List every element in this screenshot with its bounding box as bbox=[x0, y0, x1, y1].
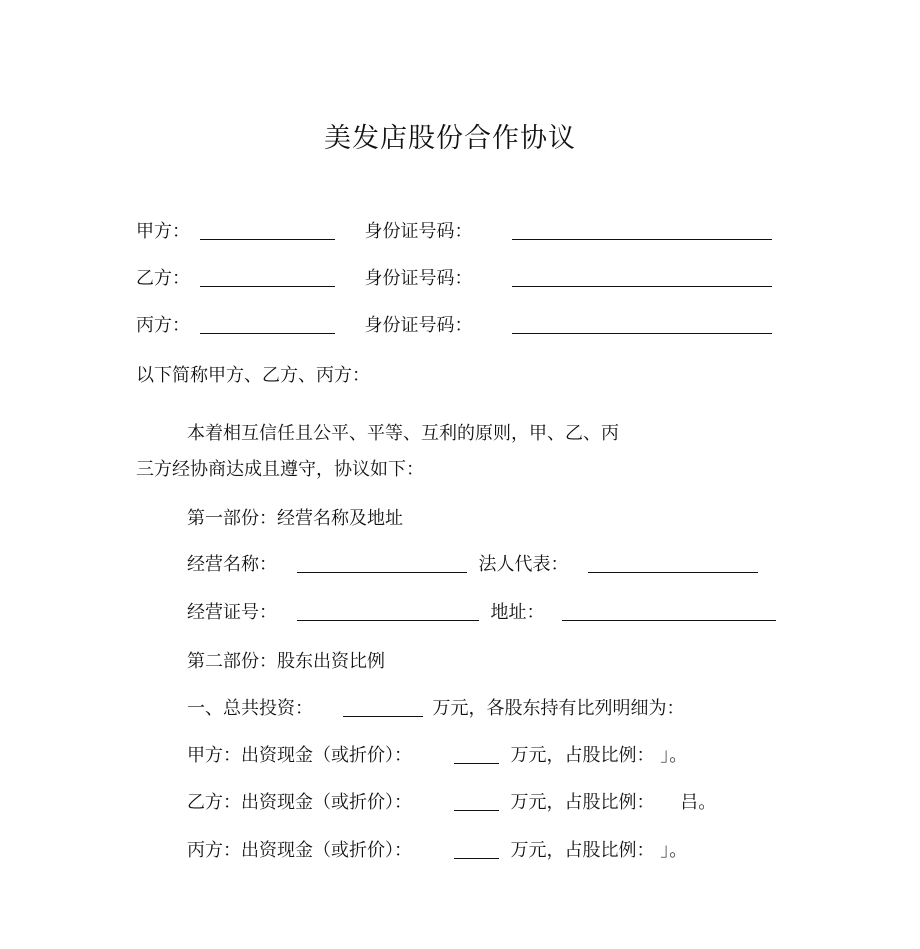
legal-rep-label: 法人代表： bbox=[478, 554, 569, 575]
id-label: 身份证号码： bbox=[364, 221, 473, 242]
total-investment-label: 一、总共投资： bbox=[187, 698, 313, 719]
contribution-row-bing bbox=[187, 840, 687, 862]
party-label: 乙方： bbox=[136, 268, 190, 289]
party-label: 甲方： bbox=[136, 221, 190, 242]
amount-blank bbox=[454, 745, 499, 764]
contribution-row-jia bbox=[187, 745, 687, 767]
legal-rep-blank bbox=[588, 554, 758, 573]
principle-line-1: 本着相互信任且公平、平等、互利的原则，甲、乙、丙 bbox=[187, 423, 619, 444]
party-row-bing bbox=[136, 315, 772, 337]
document-title: 美发店股份合作协议 bbox=[324, 123, 576, 154]
share-label: 万元，占股比例： bbox=[510, 745, 655, 766]
license-number-blank bbox=[297, 602, 479, 621]
contribution-label: 乙方：出资现金（或折价）： bbox=[187, 792, 412, 813]
total-investment-row bbox=[187, 698, 684, 720]
id-label: 身份证号码： bbox=[364, 315, 473, 336]
share-label: 万元，占股比例： bbox=[510, 792, 655, 813]
business-name-label: 经营名称： bbox=[187, 554, 277, 575]
total-investment-suffix: 万元，各股东持有比列明细为： bbox=[432, 698, 685, 719]
party-name-blank bbox=[200, 268, 335, 287]
id-number-blank bbox=[512, 315, 772, 334]
party-name-blank bbox=[200, 221, 335, 240]
address-blank bbox=[562, 602, 776, 621]
license-label: 经营证号： bbox=[187, 602, 277, 623]
contribution-label: 丙方：出资现金（或折价）： bbox=[187, 840, 412, 861]
id-number-blank bbox=[512, 221, 772, 240]
part2-heading: 第二部份：股东出资比例 bbox=[187, 651, 385, 672]
amount-blank bbox=[454, 792, 499, 811]
id-number-blank bbox=[512, 268, 772, 287]
amount-blank bbox=[454, 840, 499, 859]
part1-heading: 第一部份：经营名称及地址 bbox=[187, 508, 403, 529]
principle-line-2: 三方经协商达成且遵守，协议如下： bbox=[136, 459, 424, 480]
business-name-row bbox=[187, 554, 758, 576]
id-label: 身份证号码： bbox=[364, 268, 473, 289]
business-name-blank bbox=[297, 554, 467, 573]
license-row bbox=[187, 602, 776, 624]
share-tail: 吕。 bbox=[680, 792, 717, 813]
share-tail: 」。 bbox=[660, 840, 688, 861]
party-name-blank bbox=[200, 315, 335, 334]
contribution-row-yi bbox=[187, 792, 716, 814]
intro-text: 以下简称甲方、乙方、丙方： bbox=[136, 365, 370, 386]
contribution-label: 甲方：出资现金（或折价）： bbox=[187, 745, 412, 766]
address-label: 地址： bbox=[490, 602, 545, 623]
total-investment-blank bbox=[343, 698, 423, 717]
share-label: 万元，占股比例： bbox=[510, 840, 655, 861]
party-label: 丙方： bbox=[136, 315, 190, 336]
party-row-yi bbox=[136, 268, 772, 290]
share-tail: 」。 bbox=[660, 745, 688, 766]
party-row-jia bbox=[136, 221, 772, 243]
